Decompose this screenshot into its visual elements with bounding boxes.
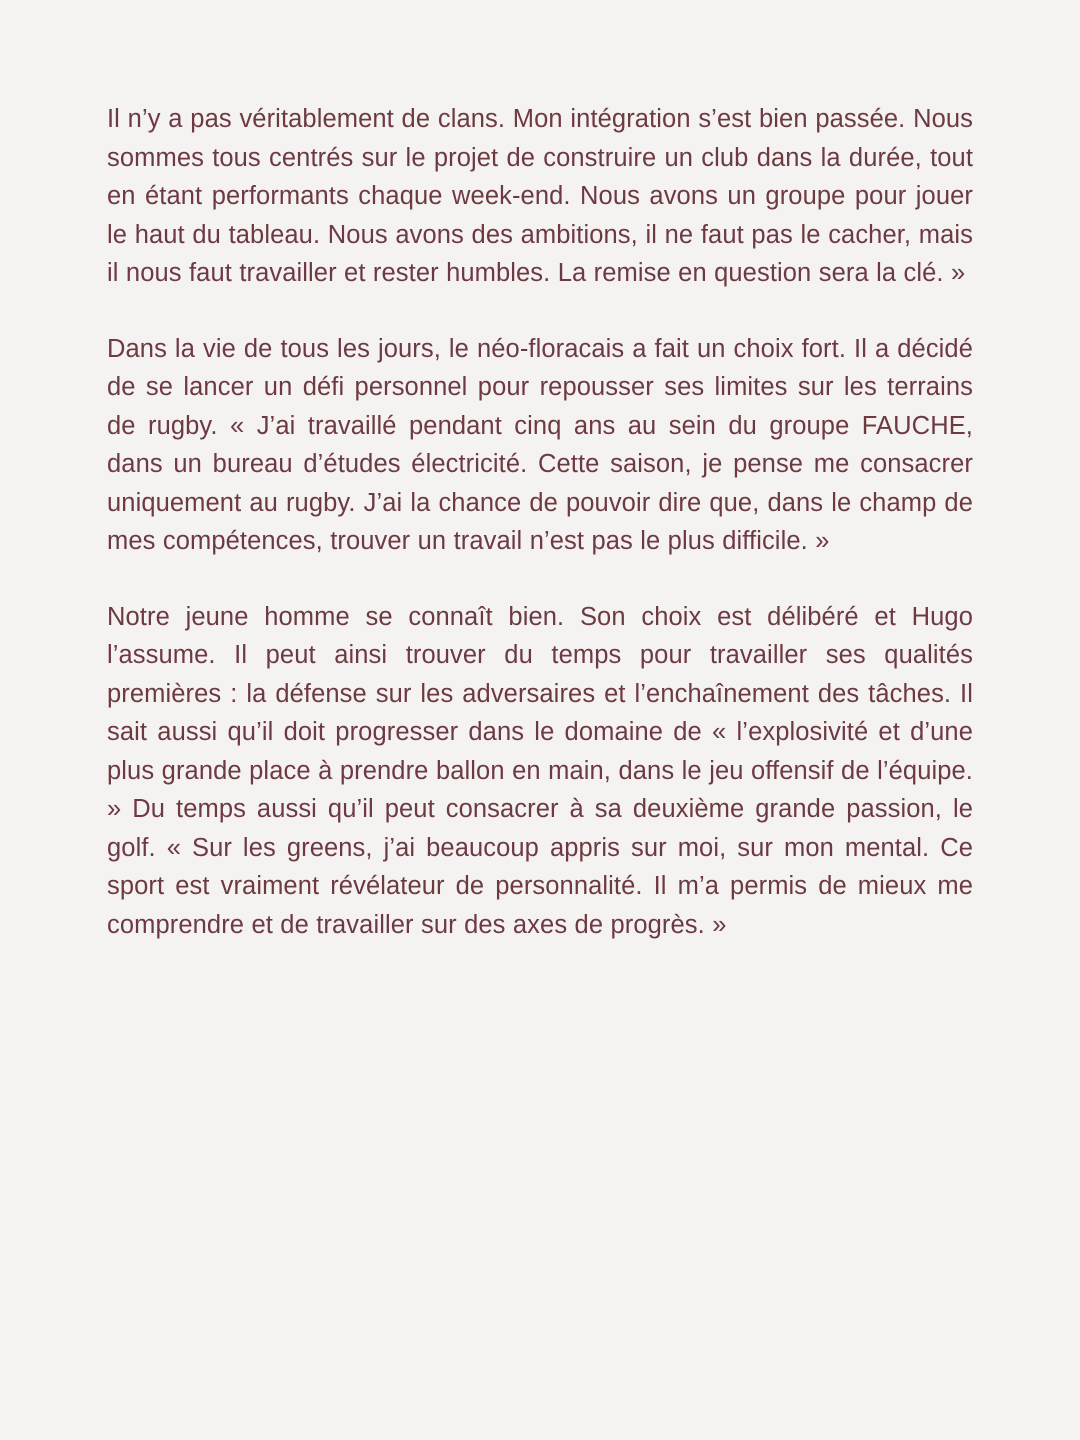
article-paragraph-3: Notre jeune homme se connaît bien. Son choix est délibéré et Hugo l’assume. Il peut ainsi trouver du temps pour travailler ses qualités premières : la défense sur les adversaires et l’enchaînement des tâches. Il sait aussi qu’il doit progresser dans le domaine de « l’explosivité et d’une plus grande place à prendre ballon en main, dans le jeu offensif de l’équipe. » Du temps aussi qu’il peut consacrer à sa deuxième grande passion, le golf. « Sur les greens, j’ai beaucoup appris sur moi, sur mon mental. Ce sport est vraiment révélateur de personnalité. Il m’a permis de mieux me comprendre et de travailler sur des axes de progrès. »: [107, 602, 973, 939]
article-body: [107, 100, 973, 944]
article-paragraph-2: Dans la vie de tous les jours, le néo-floracais a fait un choix fort. Il a décidé de se lancer un défi personnel pour repousser ses limites sur les terrains de rugby. « J’ai travaillé pendant cinq ans au sein du groupe FAUCHE, dans un bureau d’études électricité. Cette saison, je pense me consacrer uniquement au rugby. J’ai la chance de pouvoir dire que, dans le champ de mes compétences, trouver un travail n’est pas le plus difficile. »: [107, 334, 973, 555]
article-paragraph-1: Il n’y a pas véritablement de clans. Mon intégration s’est bien passée. Nous sommes tous centrés sur le projet de construire un club dans la durée, tout en étant performants chaque week-end. Nous avons un groupe pour jouer le haut du tableau. Nous avons des ambitions, il ne faut pas le cacher, mais il nous faut travailler et rester humbles. La remise en question sera la clé. »: [107, 105, 973, 287]
